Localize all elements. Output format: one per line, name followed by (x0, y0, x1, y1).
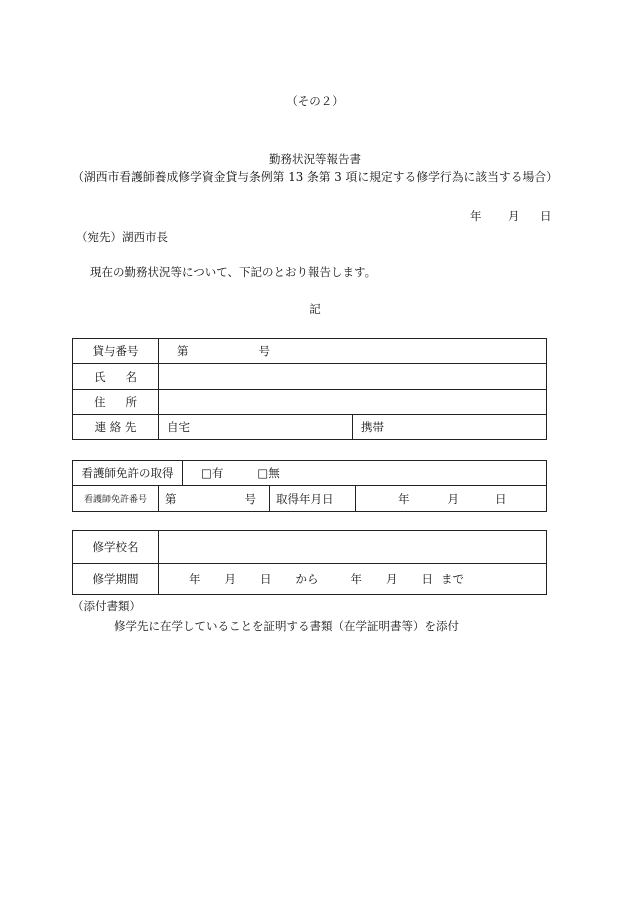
addressee-prefix: （宛先） (76, 230, 122, 244)
acquired-month-label: 月 (447, 491, 459, 506)
attachments-text: 修学先に在学していることを証明する書類（在学証明書等）を添付 (114, 619, 459, 633)
period-start-year: 年 (189, 572, 201, 586)
period-end-day: 日 (421, 572, 433, 586)
license-number-field[interactable] (159, 486, 270, 512)
mobile-label: 携帯 (361, 420, 384, 434)
name-row (73, 364, 547, 390)
license-table (72, 460, 547, 512)
license-number-row (73, 486, 547, 512)
addressee-name: 湖西市長 (122, 230, 168, 244)
study-table (72, 530, 547, 595)
period-start-day: 日 (260, 572, 272, 586)
study-period-field[interactable] (159, 564, 547, 595)
home-label: 自宅 (167, 420, 190, 434)
license-acquired-label: 看護師免許の取得 (73, 461, 183, 486)
mobile-phone-field[interactable] (353, 415, 547, 440)
intro-text: 現在の勤務状況等について、下記のとおり報告します。 (90, 265, 377, 279)
form-number: （その２） (286, 94, 344, 108)
date-year-label: 年 (470, 209, 482, 223)
loan-number-suffix: 号 (258, 344, 270, 358)
school-name-row (73, 531, 547, 564)
date-month-label: 月 (508, 209, 520, 223)
license-options (183, 461, 547, 486)
loan-number-label: 貸与番号 (73, 339, 159, 364)
acquired-year-label: 年 (398, 491, 410, 506)
ki-label: 記 (309, 302, 321, 316)
date-day-label: 日 (540, 209, 552, 223)
study-period-row (73, 564, 547, 595)
loan-number-field[interactable] (159, 339, 547, 364)
page-subtitle: （湖西市看護師養成修学資金貸与条例第 13 条第 3 項に規定する修学行為に該当する場合） (72, 170, 558, 184)
license-acquired-row (73, 461, 547, 486)
study-period-label: 修学期間 (73, 564, 159, 595)
address-field[interactable] (159, 390, 547, 415)
name-label: 氏 名 (73, 364, 159, 390)
attachments-heading: （添付書類） (72, 599, 141, 613)
period-start-month: 月 (224, 572, 236, 586)
page-title: 勤務状況等報告書 (269, 152, 361, 166)
license-no-option[interactable]: □無 (257, 466, 280, 480)
name-field[interactable] (159, 364, 547, 390)
address-label: 住 所 (73, 390, 159, 415)
loan-number-row (73, 339, 547, 364)
period-from: から (295, 572, 319, 586)
acquired-date-field[interactable] (356, 486, 547, 512)
license-number-suffix: 号 (244, 491, 256, 506)
contact-row (73, 415, 547, 440)
school-name-label: 修学校名 (73, 531, 159, 564)
loan-number-prefix: 第 (177, 344, 189, 358)
recipient-info-table (72, 338, 547, 440)
addressee-line (76, 232, 168, 244)
license-number-prefix: 第 (165, 491, 177, 506)
home-phone-field[interactable] (159, 415, 353, 440)
period-end-month: 月 (386, 572, 398, 586)
license-yes-option[interactable]: □有 (201, 466, 224, 480)
period-end-year: 年 (350, 572, 362, 586)
school-name-field[interactable] (159, 531, 547, 564)
contact-label: 連 絡 先 (73, 415, 159, 440)
license-number-label: 看護師免許番号 (73, 486, 159, 512)
acquired-day-label: 日 (495, 491, 507, 506)
acquired-date-label: 取得年月日 (270, 486, 356, 512)
address-row (73, 390, 547, 415)
period-until: まで (441, 572, 464, 586)
